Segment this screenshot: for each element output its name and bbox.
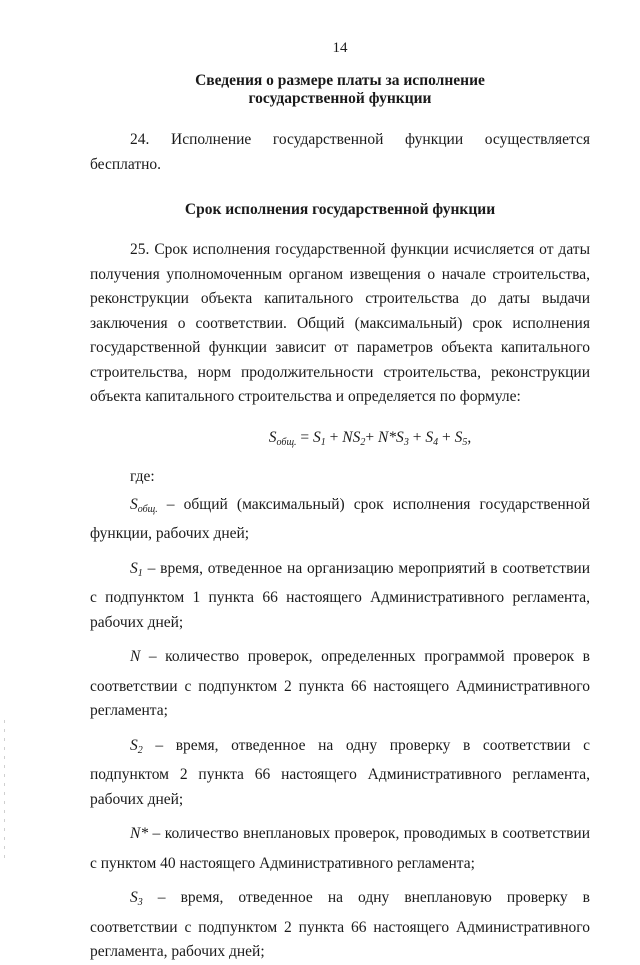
definition-symbol-sub: 1 (137, 567, 143, 579)
formula-eq: = (296, 428, 313, 446)
page-number: 14 (332, 40, 348, 56)
paragraph-25: 25. Срок исполнения государственной функции исчисляется от даты получения уполномоченным органом извещения о начале строительства, реконструкции объекта капитального строительства до даты выдачи заключения о соответствии. Общий (максимальный) срок исполнения государственной функции зависит от параметров объекта капитального строительства, норм продолжительности строительства, реконструкции объекта капитального строительства и определяется по формуле: (90, 241, 590, 405)
formula-lhs-sub: общ. (276, 436, 297, 448)
formula-plus-4: + (438, 428, 455, 446)
paragraph-24: 24. Исполнение государственной функции осуществляется бесплатно. (90, 131, 590, 173)
definition-text: – общий (максимальный) срок исполнения государственной функции, рабочих дней; (90, 495, 590, 542)
definition-s1 (90, 557, 590, 636)
formula-term-4: S (425, 428, 434, 446)
formula-plus-3: + (408, 428, 426, 446)
formula-term-3-sub: 3 (403, 436, 409, 448)
definition-n (90, 645, 590, 724)
heading-fee-line-2: государственной функции (248, 90, 432, 107)
definition-text: – количество проверок, определенных программой проверок в соответствии с подпунктом 2 пункта 66 настоящего Административного регламента; (90, 648, 590, 719)
definition-s3 (90, 886, 590, 965)
definition-symbol: S (130, 889, 138, 906)
definition-symbol: N (130, 648, 141, 665)
formula-term-5: S (454, 428, 463, 446)
where-label: где: (130, 467, 155, 485)
definition-symbol: S (130, 559, 138, 577)
definition-symbol: S (130, 495, 138, 513)
definition-symbol-sub: 2 (137, 744, 143, 756)
formula-term-3: N*S (377, 428, 404, 446)
formula-term-2: NS (342, 428, 361, 446)
definition-s-total (90, 493, 590, 547)
heading-fee-line-1: Сведения о размере платы за исполнение (195, 72, 485, 89)
formula-lhs: S (268, 428, 277, 446)
formula-term-1: S (313, 428, 321, 446)
formula-plus-1: + (325, 428, 343, 446)
definition-text: – время, отведенное на одну внеплановую проверку в соответствии с подпунктом 2 пункта 66 настоящего Административного регламента, рабочих дней; (90, 889, 590, 960)
heading-fee (90, 72, 590, 108)
formula-term-5-sub: 5 (462, 436, 468, 448)
definition-symbol-sub: 3 (137, 897, 143, 908)
formula-end: , (467, 428, 472, 446)
definition-text: – время, отведенное на организацию мероприятий в соответствии с подпунктом 1 пункта 66 настоящего Административного регламента, рабочих дней; (90, 559, 590, 631)
definition-s2 (90, 734, 590, 813)
formula-term-1-sub: 1 (320, 436, 326, 448)
formula (150, 426, 590, 455)
definition-text: – время, отведенное на одну проверку в соответствии с подпунктом 2 пункта 66 настоящего Административного регламента, рабочих дней; (90, 736, 590, 808)
formula-term-2-sub: 2 (360, 436, 366, 448)
definition-text: – количество внеплановых проверок, проводимых в соответствии с пунктом 40 настоящего Административного регламента; (90, 825, 590, 872)
heading-term: Срок исполнения государственной функции (184, 201, 496, 218)
definition-symbol: N* (130, 825, 149, 842)
formula-plus-2: + (365, 428, 378, 446)
scan-edge-mark (4, 720, 5, 860)
definition-n-star (90, 822, 590, 876)
definition-symbol: S (130, 736, 138, 754)
formula-term-4-sub: 4 (433, 436, 439, 448)
definition-symbol-sub: общ. (137, 503, 158, 515)
